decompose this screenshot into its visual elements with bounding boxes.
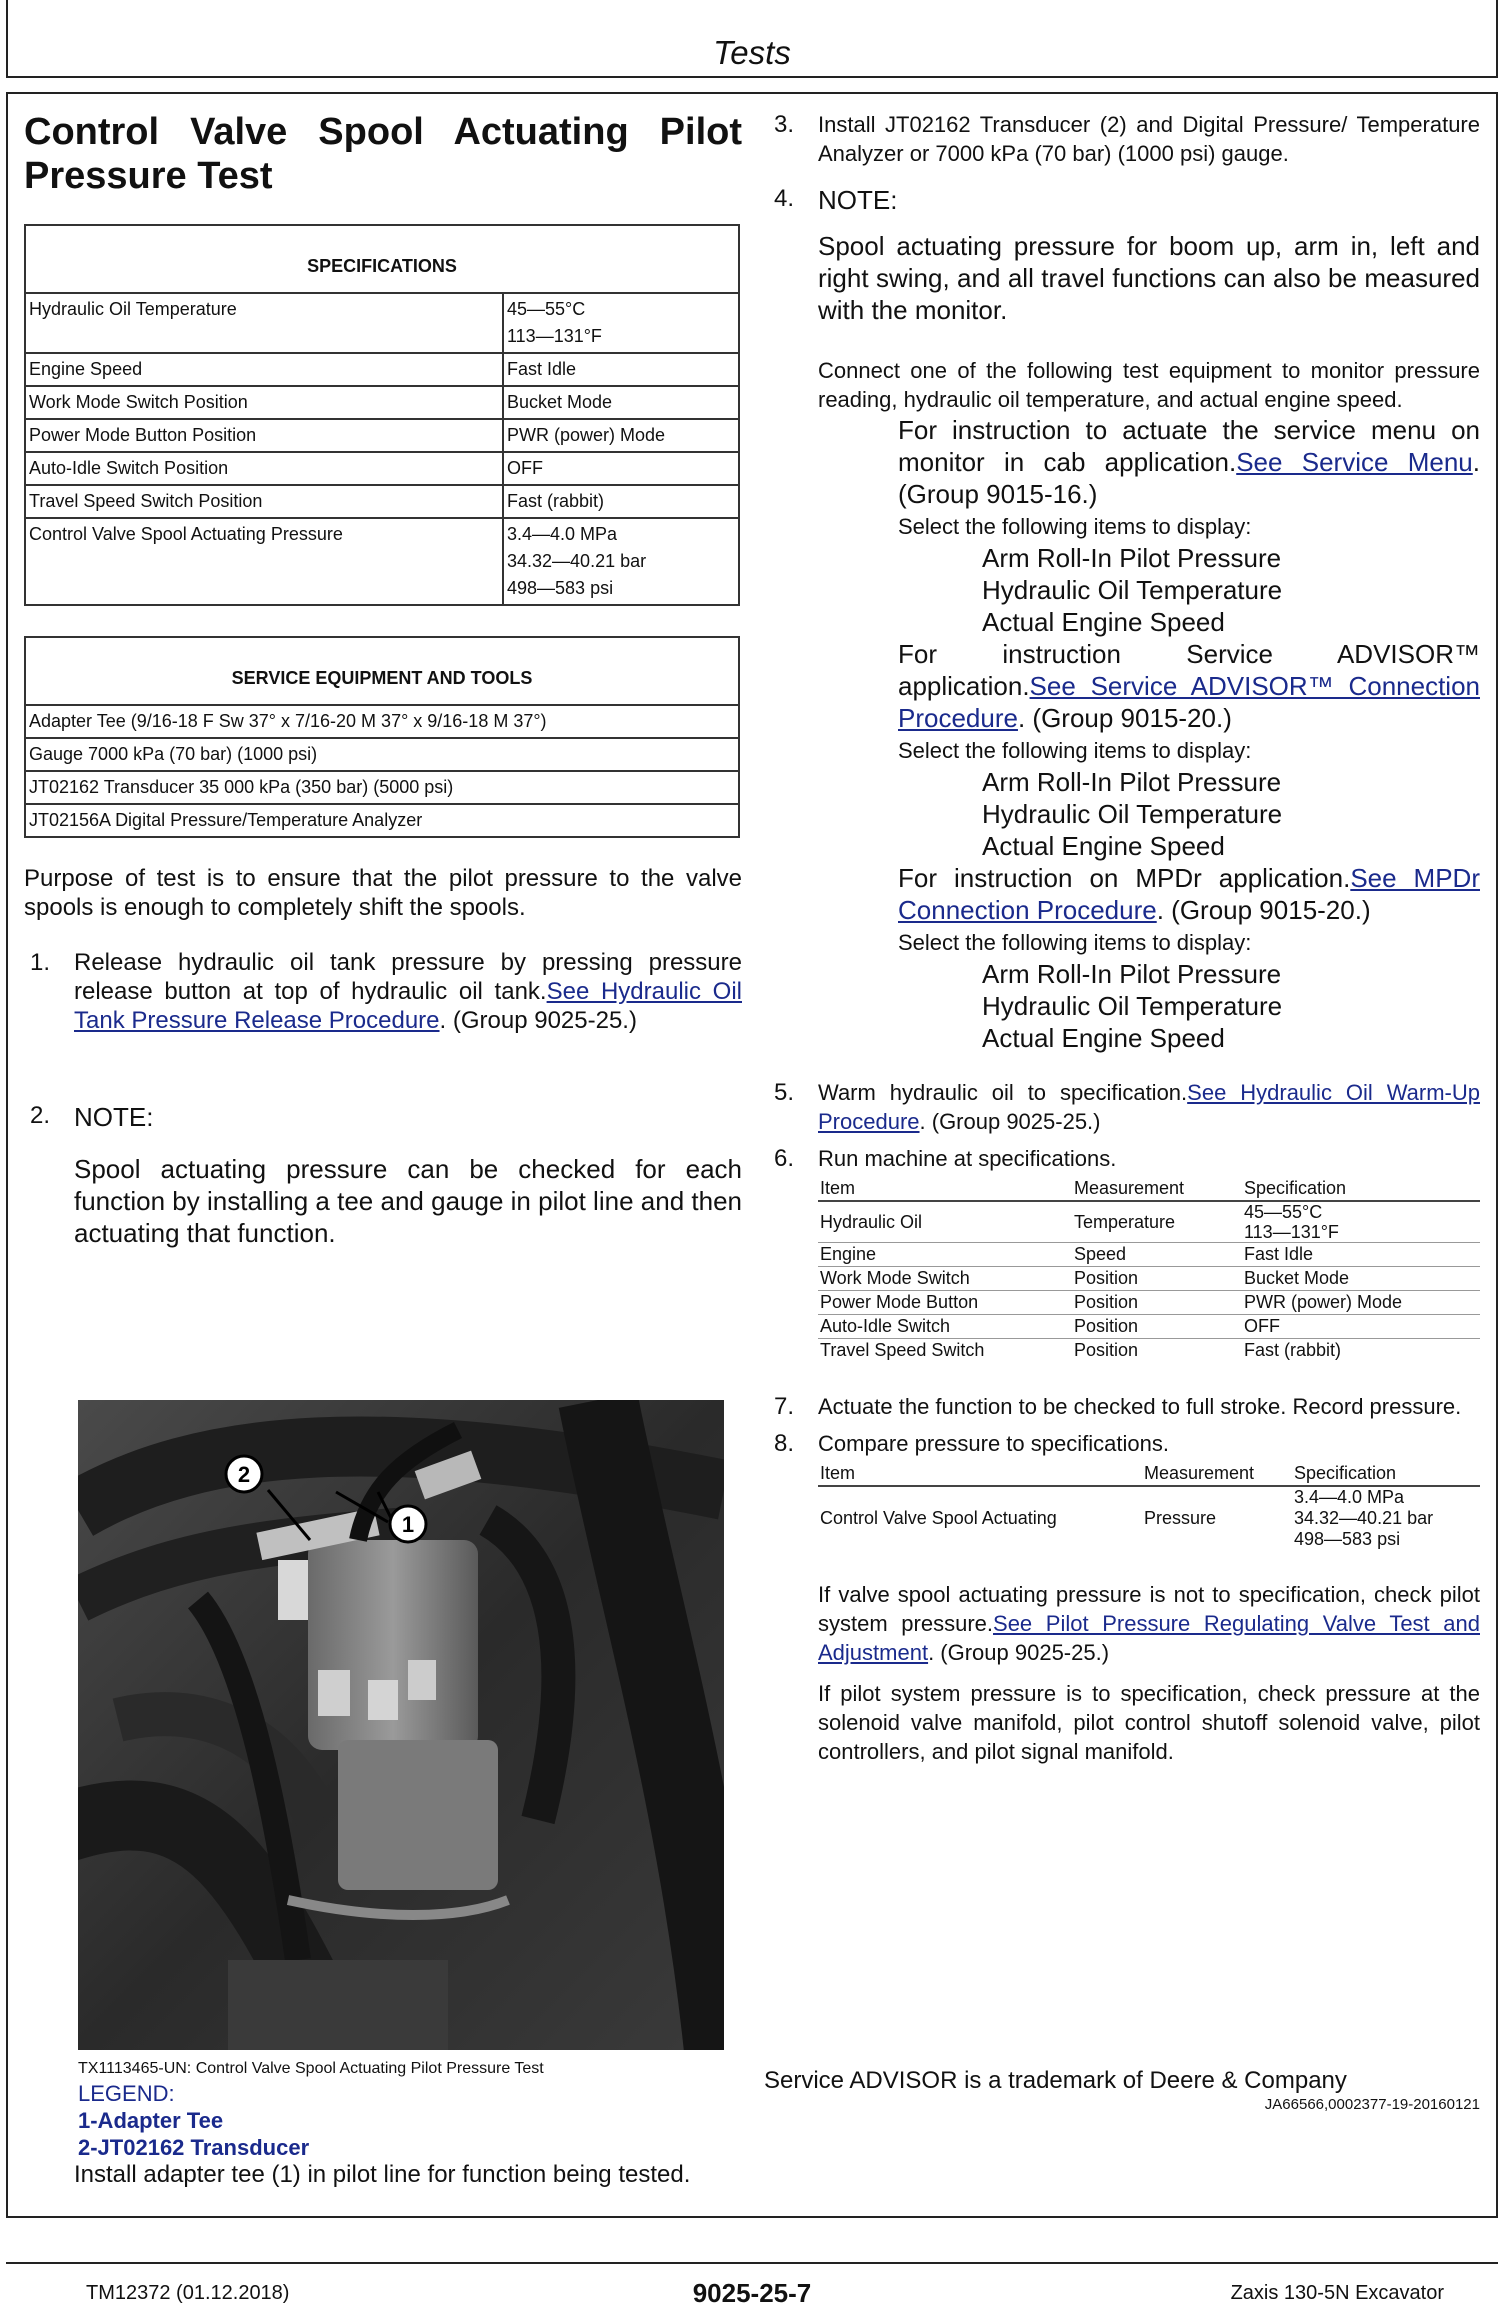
spec-line: 3.4—4.0 MPa: [1294, 1487, 1405, 1507]
list-item: Arm Roll-In Pilot Pressure: [982, 767, 1282, 797]
group-ref: . (Group 9015-16.): [898, 447, 1480, 509]
title-line-1: Control Valve Spool Actuating Pilot: [24, 111, 742, 153]
legend-title: LEGEND:: [78, 2081, 175, 2106]
title-line-2: Pressure Test: [24, 155, 273, 197]
spec-row: [25, 293, 739, 353]
cell-measurement: Pressure: [1144, 1508, 1217, 1528]
monitor-instruction: For instruction to actuate the service menu on monitor in cab application.: [898, 415, 1480, 477]
group-ref: . (Group 9025-25.): [919, 1109, 1101, 1134]
cell-measurement: Position: [1074, 1316, 1139, 1336]
section-title: Tests: [713, 34, 791, 71]
solenoid-check-text: If pilot system pressure is to specification, check pressure at the solenoid valve manifold, pilot control shutoff solenoid valve, pilot controllers, and pilot signal manifold.: [818, 1681, 1480, 1764]
cell-measurement: Speed: [1074, 1244, 1127, 1264]
display-items-list: [818, 766, 1480, 862]
compare-spec-table: [818, 1462, 1480, 1550]
footer-machine-model: Zaxis 130-5N Excavator: [1230, 2282, 1444, 2304]
left-column: [24, 110, 742, 1249]
figure-note: Install adapter tee (1) in pilot line for function being tested.: [74, 2161, 691, 2188]
tool-row: Gauge 7000 kPa (70 bar) (1000 psi): [25, 738, 739, 771]
spec-value-line: 113—131°F: [507, 326, 602, 346]
document-id: JA66566,0002377-19-20160121: [1264, 2096, 1480, 2113]
spec-label: Power Mode Button Position: [25, 419, 503, 452]
column-header: Specification: [1292, 1462, 1480, 1486]
cell-measurement: Position: [1074, 1292, 1139, 1312]
pilot-pressure-valve-link[interactable]: See Pilot Pressure Regulating Valve Test and Adjustment: [818, 1611, 1480, 1665]
service-advisor-link[interactable]: See Service ADVISOR™ Connection Procedure: [898, 671, 1480, 733]
spec-value: Fast Idle: [503, 353, 739, 386]
step-4-connect: Connect one of the following test equipment to monitor pressure reading, hydraulic oil temperature, and actual engine speed.: [818, 358, 1480, 412]
specifications-table: [24, 224, 740, 606]
cell-spec: Fast Idle: [1244, 1244, 1314, 1264]
mpdr-link[interactable]: See MPDr Connection Procedure: [898, 863, 1480, 925]
spec-label: Work Mode Switch Position: [25, 386, 503, 419]
spec-value-line: 45—55°C: [507, 299, 586, 319]
list-item: Hydraulic Oil Temperature: [982, 991, 1283, 1021]
step-6: [768, 1144, 1480, 1173]
spec-row: [25, 452, 739, 485]
spec-value-line: 3.4—4.0 MPa: [507, 524, 618, 544]
step-number: 3.: [774, 111, 795, 138]
table-row: [818, 1291, 1480, 1315]
spec-line: 45—55°C: [1244, 1202, 1323, 1222]
step-number: 8.: [774, 1430, 795, 1457]
step-5-text: [818, 1078, 1480, 1136]
tool-row: Adapter Tee (9/16-18 F Sw 37° x 7/16-20 M 37° x 9/16-18 M 37°): [25, 705, 739, 738]
table-row: [818, 1201, 1480, 1243]
step-1: [24, 948, 742, 1035]
spec-label: Control Valve Spool Actuating Pressure: [25, 518, 503, 605]
step-8-text: Compare pressure to specifications.: [818, 1431, 1169, 1456]
step-number: 5.: [774, 1079, 795, 1106]
figure-legend: [78, 2080, 309, 2161]
table-row: [818, 1486, 1480, 1550]
step-1-text: Release hydraulic oil tank pressure by pressing pressure release button at top of hydraulic oil tank.: [74, 949, 742, 1005]
list-item: Actual Engine Speed: [982, 607, 1225, 637]
mpdr-text: [898, 862, 1480, 926]
column-header: Item: [818, 1177, 1072, 1201]
spec-line: 498—583 psi: [1294, 1529, 1401, 1549]
figure-caption: TX1113465-UN: Control Valve Spool Actuating Pilot Pressure Test: [78, 2060, 544, 2077]
callout-2-label: 2: [237, 1462, 251, 1487]
list-item: Arm Roll-In Pilot Pressure: [982, 959, 1282, 989]
valve-photo-image: [78, 1400, 724, 2050]
step-4-note: Spool actuating pressure for boom up, arm in, left and right swing, and all travel functions can also be measured with the monitor.: [818, 231, 1480, 325]
step-8: [768, 1429, 1480, 1458]
spec-value: Fast (rabbit): [503, 485, 739, 518]
step-number: 7.: [774, 1393, 795, 1420]
spec-row: [25, 353, 739, 386]
oil-warmup-link[interactable]: See Hydraulic Oil Warm-Up Procedure: [818, 1080, 1480, 1134]
step-2-note: Spool actuating pressure can be checked for each function by installing a tee and gauge in pilot line and then actuating that function.: [74, 1154, 742, 1248]
monitor-block: [818, 414, 1480, 542]
spec-row: [25, 419, 739, 452]
select-label: Select the following items to display:: [898, 514, 1252, 539]
cell-spec: OFF: [1244, 1316, 1280, 1336]
step-6-text: Run machine at specifications.: [818, 1146, 1117, 1171]
step-number: 2.: [30, 1102, 51, 1129]
column-header: Item: [818, 1462, 1142, 1486]
step-number: 1.: [30, 949, 51, 976]
step-3: [768, 110, 1480, 168]
tool-row: JT02156A Digital Pressure/Temperature Analyzer: [25, 804, 739, 837]
mpdr-instruction: For instruction on MPDr application.: [898, 863, 1351, 893]
list-item: Arm Roll-In Pilot Pressure: [982, 543, 1282, 573]
step-7-text: Actuate the function to be checked to full stroke. Record pressure.: [818, 1394, 1462, 1419]
table-row: [818, 1243, 1480, 1267]
table-row: [818, 1315, 1480, 1339]
step-7: [768, 1392, 1480, 1421]
valve-photo: [78, 1400, 724, 2050]
run-spec-table: [818, 1177, 1480, 1362]
page-title: [24, 110, 742, 198]
step-8-followup: [768, 1580, 1480, 1766]
spec-label: Travel Speed Switch Position: [25, 485, 503, 518]
step-text: [74, 948, 742, 1035]
spec-label: Engine Speed: [25, 353, 503, 386]
right-column: [768, 110, 1480, 1766]
spec-row: [25, 386, 739, 419]
purpose-text: Purpose of test is to ensure that the pilot pressure to the valve spools is enough to completely shift the spools.: [24, 865, 742, 921]
legend-item-2: 2-JT02162 Transducer: [78, 2135, 310, 2160]
list-item: Actual Engine Speed: [982, 1023, 1225, 1053]
cell-item: Work Mode Switch: [820, 1268, 970, 1288]
spec-value: OFF: [503, 452, 739, 485]
spec-value: PWR (power) Mode: [503, 419, 739, 452]
list-item: Hydraulic Oil Temperature: [982, 799, 1283, 829]
step-3-text: Install JT02162 Transducer (2) and Digital Pressure/ Temperature Analyzer or 7000 kPa (70 bar) (1000 psi) gauge.: [818, 112, 1480, 166]
pilot-pressure-instruction: If valve spool actuating pressure is not to specification, check pilot system pressure.: [818, 1582, 1480, 1636]
spec-label: Hydraulic Oil Temperature: [25, 293, 503, 353]
list-item: Hydraulic Oil Temperature: [982, 575, 1283, 605]
group-ref: . (Group 9025-25.): [439, 1007, 637, 1034]
step-5: [768, 1078, 1480, 1136]
table-row: [818, 1339, 1480, 1363]
advisor-text: [898, 638, 1480, 734]
cell-item: Power Mode Button: [820, 1292, 979, 1312]
service-menu-link[interactable]: See Service Menu: [1236, 447, 1473, 477]
callout-1-label: 1: [401, 1512, 415, 1537]
cell-item: Auto-Idle Switch: [820, 1316, 951, 1336]
trademark-note: Service ADVISOR is a trademark of Deere & Company: [764, 2067, 1347, 2094]
spec-value: [503, 293, 739, 353]
spec-line: 113—131°F: [1244, 1222, 1339, 1242]
cell-spec: PWR (power) Mode: [1244, 1292, 1403, 1312]
spec-value: Bucket Mode: [503, 386, 739, 419]
cell-spec: [1292, 1486, 1480, 1550]
display-items-list: [818, 542, 1480, 638]
step-number: 6.: [774, 1145, 795, 1172]
spec-row: [25, 485, 739, 518]
select-label: Select the following items to display:: [898, 738, 1252, 763]
cell-item: Hydraulic Oil: [820, 1211, 923, 1232]
pilot-pressure-text: [818, 1580, 1480, 1667]
cell-measurement: Position: [1074, 1340, 1139, 1360]
cell-item: Travel Speed Switch: [820, 1340, 985, 1360]
mpdr-block: [818, 862, 1480, 958]
spec-row: [25, 518, 739, 605]
note-label: NOTE:: [818, 185, 898, 215]
step-number: 4.: [774, 185, 795, 212]
spec-value-line: 34.32—40.21 bar: [507, 551, 647, 571]
step-5-instruction: Warm hydraulic oil to specification.: [818, 1080, 1188, 1105]
cell-measurement: Temperature: [1074, 1211, 1176, 1232]
footer-manual-id: TM12372 (01.12.2018): [86, 2282, 290, 2304]
advisor-block: [818, 638, 1480, 766]
step-4: [768, 184, 1480, 1054]
spec-value: [503, 518, 739, 605]
hydraulic-tank-release-link[interactable]: See Hydraulic Oil Tank Pressure Release Procedure: [74, 978, 742, 1034]
column-header: Measurement: [1142, 1462, 1292, 1486]
advisor-instruction: For instruction Service ADVISOR™ application.: [898, 639, 1480, 701]
display-items-list: [818, 958, 1480, 1054]
legend-item-1: 1-Adapter Tee: [78, 2108, 224, 2133]
monitor-text: [898, 414, 1480, 510]
cell-item: Engine: [820, 1244, 877, 1264]
cell-spec: Bucket Mode: [1244, 1268, 1350, 1288]
column-header: Specification: [1242, 1177, 1480, 1201]
spec-line: 34.32—40.21 bar: [1294, 1508, 1434, 1528]
cell-spec: [1242, 1201, 1480, 1243]
tools-table: [24, 636, 740, 838]
list-item: Actual Engine Speed: [982, 831, 1225, 861]
tools-heading: SERVICE EQUIPMENT AND TOOLS: [25, 637, 739, 705]
footer-divider: [6, 2262, 1498, 2264]
note-label: NOTE:: [74, 1102, 154, 1132]
cell-measurement: Position: [1074, 1268, 1139, 1288]
specifications-heading: SPECIFICATIONS: [25, 225, 739, 293]
step-2: [24, 1101, 742, 1249]
cell-spec: Fast (rabbit): [1244, 1340, 1342, 1360]
group-ref: . (Group 9015-20.): [1017, 703, 1232, 733]
spec-label: Auto-Idle Switch Position: [25, 452, 503, 485]
table-row: [818, 1267, 1480, 1291]
group-ref: . (Group 9025-25.): [928, 1640, 1110, 1665]
tool-row: JT02162 Transducer 35 000 kPa (350 bar) (5000 psi): [25, 771, 739, 804]
spec-value-line: 498—583 psi: [507, 578, 614, 598]
group-ref: . (Group 9015-20.): [1156, 895, 1371, 925]
select-label: Select the following items to display:: [898, 930, 1252, 955]
cell-item: Control Valve Spool Actuating: [820, 1508, 1057, 1528]
footer-page-number: 9025-25-7: [692, 2278, 812, 2308]
column-header: Measurement: [1072, 1177, 1242, 1201]
